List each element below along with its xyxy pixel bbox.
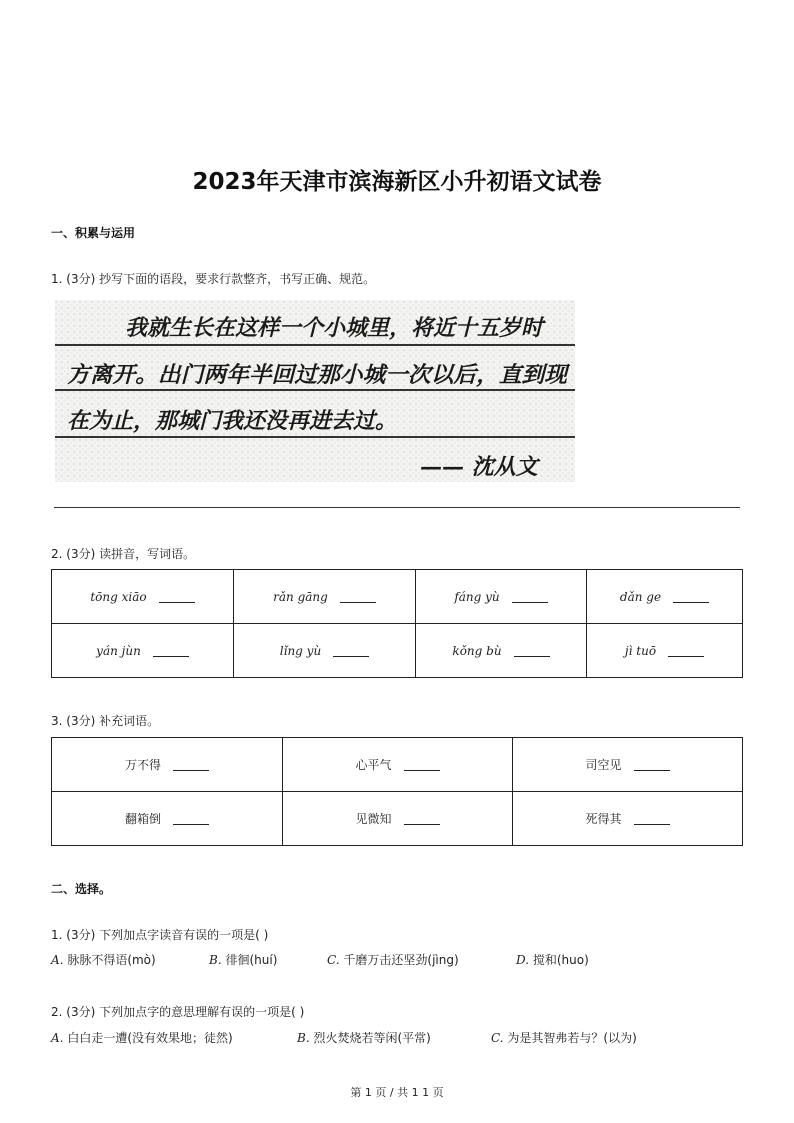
option-c[interactable]: C. 千磨万击还坚劲(jìng): [327, 953, 459, 967]
handwriting-sample-image: [55, 300, 575, 482]
idiom-text: 万不得: [124, 758, 161, 772]
idiom-cell: [513, 738, 743, 792]
page-footer: 第 1 页 / 共 1 1 页: [350, 1086, 444, 1099]
answer-blank[interactable]: [634, 769, 670, 771]
pinyin-cell: [52, 570, 234, 624]
pinyin-table: [51, 569, 743, 678]
idiom-cell: [513, 792, 743, 846]
question-5-prompt: 2. (3分) 下列加点字的意思理解有误的一项是( ): [51, 1005, 305, 1019]
pinyin-cell: [416, 624, 587, 678]
pinyin-cell: [52, 624, 234, 678]
answer-blank[interactable]: [153, 655, 189, 657]
idiom-text: 死得其: [585, 812, 622, 826]
idiom-cell: [52, 792, 283, 846]
idiom-cell: [283, 738, 513, 792]
copy-answer-line[interactable]: [54, 507, 740, 508]
pinyin-cell: [234, 570, 416, 624]
answer-blank[interactable]: [404, 823, 440, 825]
answer-blank[interactable]: [673, 601, 709, 603]
question-1-prompt: 1. (3分) 抄写下面的语段，要求行款整齐，书写正确、规范。: [51, 272, 376, 286]
question-4-prompt: 1. (3分) 下列加点字读音有误的一项是( ): [51, 928, 269, 942]
answer-blank[interactable]: [340, 601, 376, 603]
page-title: 2023年天津市滨海新区小升初语文试卷: [192, 169, 602, 195]
pinyin-text: rǎn gāng: [273, 589, 328, 604]
answer-blank[interactable]: [512, 601, 548, 603]
pinyin-text: dǎn ge: [619, 589, 662, 604]
pinyin-text: lǐng yù: [279, 643, 322, 658]
passage-line-1: 我就生长在这样一个小城里，将近十五岁时: [125, 315, 544, 341]
answer-blank[interactable]: [668, 655, 704, 657]
answer-blank[interactable]: [173, 823, 209, 825]
question-2-prompt: 2. (3分) 读拼音，写词语。: [51, 547, 196, 561]
pinyin-text: jì tuō: [624, 643, 657, 658]
idiom-text: 司空见: [585, 758, 622, 772]
pinyin-cell: [416, 570, 587, 624]
option-a[interactable]: A. 白白走一遭(没有效果地；徒然): [51, 1031, 233, 1045]
idiom-table: [51, 737, 743, 846]
answer-blank[interactable]: [173, 769, 209, 771]
answer-blank[interactable]: [159, 601, 195, 603]
idiom-cell: [283, 792, 513, 846]
idiom-cell: [52, 738, 283, 792]
question-3-prompt: 3. (3分) 补充词语。: [51, 714, 160, 728]
passage-line-2: 方离开。出门两年半回过那小城一次以后，直到现: [67, 362, 572, 388]
option-c[interactable]: C. 为是其智弗若与？(以为): [491, 1031, 637, 1045]
option-d[interactable]: D. 搅和(huo): [516, 953, 589, 967]
answer-blank[interactable]: [634, 823, 670, 825]
idiom-text: 心平气: [355, 758, 392, 772]
pinyin-text: tōng xiāo: [90, 589, 147, 604]
idiom-text: 见微知: [355, 812, 392, 826]
answer-blank[interactable]: [404, 769, 440, 771]
pinyin-text: fáng yù: [454, 589, 500, 604]
passage-line-3: 在为止，那城门我还没再进去过。: [67, 408, 398, 434]
answer-blank[interactable]: [333, 655, 369, 657]
pinyin-cell: [234, 624, 416, 678]
idiom-text: 翻箱倒: [124, 812, 161, 826]
passage-author: —— 沈从文: [420, 454, 538, 480]
answer-blank[interactable]: [514, 655, 550, 657]
section-heading-2: 二、选择。: [51, 882, 112, 896]
section-heading-1: 一、积累与运用: [51, 226, 136, 240]
option-b[interactable]: B. 徘徊(huí): [209, 953, 278, 967]
pinyin-cell: [587, 570, 743, 624]
pinyin-text: yán jùn: [96, 643, 141, 658]
pinyin-cell: [587, 624, 743, 678]
option-b[interactable]: B. 烈火焚烧若等闲(平常): [297, 1031, 431, 1045]
option-a[interactable]: A. 脉脉不得语(mò): [51, 953, 156, 967]
pinyin-text: kǒng bù: [452, 643, 502, 658]
